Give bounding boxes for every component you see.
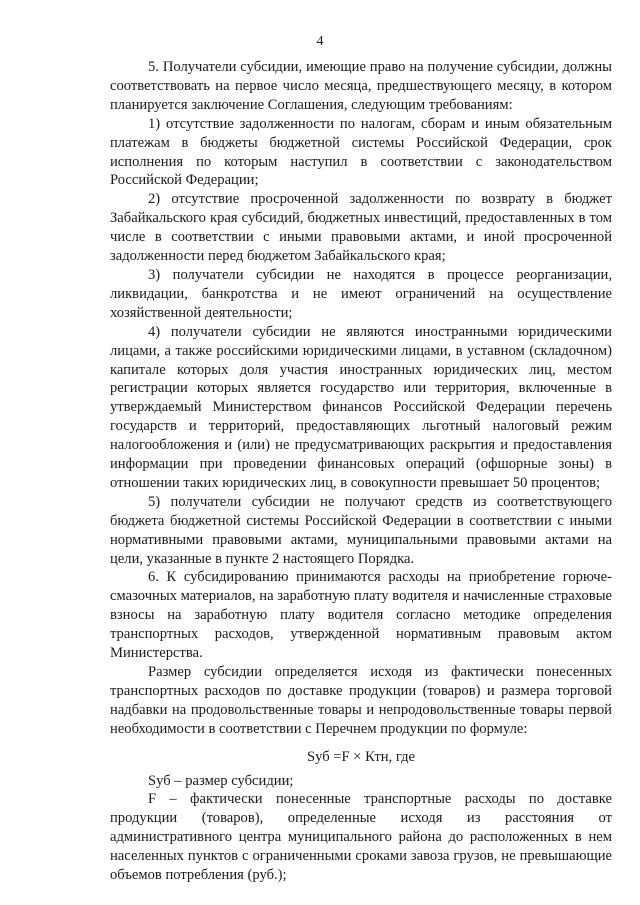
requirement-1: 1) отсутствие задолженности по налогам, сборам и иным обязательным платежам в бюджеты бюджетной системы Российской Федерации, срок исполнения по которым наступил в соответствии с законодательством Российской Федерации; [110,115,612,189]
document-body [110,58,612,885]
page-number: 4 [316,34,324,49]
paragraph-item-5: 5. Получатели субсидии, имеющие право на получение субсидии, должны соответствовать на первое число месяца, предшествующего месяцу, в котором планируется заключение Соглашения, следующим требованиям: [110,59,612,113]
paragraph-item-6: 6. К субсидированию принимаются расходы на приобретение горюче-смазочных материалов, на заработную плату водителя и начисленные страховые взносы на заработную плату водителя согласно методике определения транспортных расходов, утвержденной нормативным правовым актом Министерства. [110,569,612,662]
definition-transport-costs: F – фактически понесенные транспортные расходы по доставке продукции (товаров), определенные исходя из расстояния от административного центра муниципального района до расположенных в нем населенных пунктов с ограниченными сроками завоза грузов, не превышающие объемов потребления (руб.); [110,791,612,884]
subsidy-size-paragraph: Размер субсидии определяется исходя из фактически понесенных транспортных расходов по доставке продукции (товаров) и размера торговой надбавки на продовольственные товары и непродовольственные товары первой необходимости в соответствии с Перечнем продукции по формуле: [110,664,612,737]
requirement-3: 3) получатели субсидии не находятся в процессе реорганизации, ликвидации, банкротства и не имеют ограничений на осуществление хозяйственной деятельности; [110,266,612,321]
subsidy-formula: Sуб =F × Ктн, где [307,748,415,765]
definition-subsidy: Sуб – размер субсидии; [148,772,294,789]
requirement-4: 4) получатели субсидии не являются иностранными юридическими лицами, а также российскими юридическими лицами, в уставном (складочном) капитале которых доля участия иностранных юридических лиц, местом регистрации которых является государство или территория, включенные в утверждаемый Министерством финансов Российской Федерации перечень государств и территорий, предоставляющих льготный налоговый режим налогообложения и (или) не предусматривающих раскрытия и предоставления информации при проведении финансовых операций (офшорные зоны) в отношении таких юридических лиц, в совокупности превышает 50 процентов; [110,323,612,491]
requirement-2: 2) отсутствие просроченной задолженности по возврату в бюджет Забайкальского края субсидий, бюджетных инвестиций, предоставленных в том числе в соответствии с иными правовыми актами, и иной просроченной задолженности перед бюджетом Забайкальского края; [110,191,612,265]
requirement-5: 5) получатели субсидии не получают средств из соответствующего бюджета бюджетной системы Российской Федерации в соответствии с иными нормативными правовыми актами, муниципальными правовыми актами на цели, указанные в пункте 2 настоящего Порядка. [110,493,612,567]
